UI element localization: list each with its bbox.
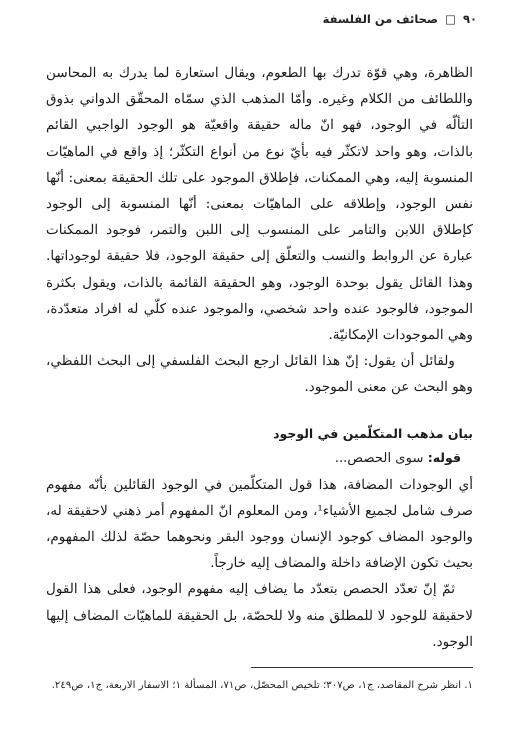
- quote-label: قوله:: [427, 449, 461, 465]
- body-text: [46, 60, 473, 655]
- page-number: ٩٠: [462, 12, 477, 26]
- book-title: صحائف من الفلسفة: [322, 12, 439, 26]
- section-gap: [46, 401, 473, 423]
- quote-line: [46, 445, 473, 472]
- quote-text: سوى الحصص...: [334, 450, 424, 466]
- footnote: ١. انظر شرح المقاصد، ج١، ص٣٠٧؛ تلخيص المحصّل، ص٧١، المسألة ١؛ الاسفار الاربعة، ج١، ص٢٤٩.: [51, 680, 473, 691]
- running-header: [40, 12, 477, 26]
- footnote-rule: [251, 667, 473, 668]
- paragraph-3: أي الوجودات المضافة، هذا قول المتكلّمين في الوجود القائلين بأنّه مفهوم صرف شامل لجميع الأشياء¹، ومن المعلوم انّ المفهوم أمر ذهني لاحقيقة له، والوجود المضاف كوجود الإنسان ووجود البقر ونحوهما حصّة لذلك المفهوم، بحيث تكون الإضافة داخلة والمضاف إليه خارجاً.: [46, 476, 474, 572]
- header-separator: □: [445, 12, 456, 26]
- paragraph-4: ثمّ إنّ تعدّد الحصص بتعدّد ما يضاف إليه مفهوم الوجود، فعلى هذا القول لاحقيقة للوجود لا للمطلق منه ولا للحصّة، بل الحقيقة للماهيّات المضاف إليها الوجود.: [46, 581, 473, 650]
- paragraph-2: ولقائل أن يقول: إنّ هذا القائل ارجع البحث الفلسفي إلى البحث اللفظي، وهو البحث عن معنى الموجود.: [46, 353, 473, 396]
- paragraph-1: الظاهرة، وهي قوّة تدرك بها الطعوم، ويقال استعارة لما يدرك به المحاسن واللطائف من الكلام وغيره. وأمّا المذهب الذي سمّاه المحقّق الدواني بذوق التألّه في الوجود، فهو انّ ماله حقيقة واقعيّة هو الوجود الواجبي القائم بالذات، وهو واحد لاتكثّر فيه بأيّ نوع من أنواع التكثّر؛ إذ واقع في الماهيّات المنسوبة إليه، وهي الممكنات، فإطلاق الموجود على تلك الحقيقة بمعنى: أنّها نفس الوجود، وإطلاقه على الماهيّات بمعنى: أنّها المنسوبة إلى الوجود كإطلاق اللابن والتامر على المنسوب إلى اللبن والتمر، فوجود الممكنات عبارة عن الروابط والنسب والتعلّق إلى حقيقة الوجود، فلا حقيقة لوجوداتها. وهذا القائل يقول بوحدة الوجود، وهو الحقيقة القائمة بالذات، ويقول بكثرة الموجود، فالوجود عنده واحد شخصي، والموجود عنده كلّي له افراد متعدّدة، وهي الموجودات الإمكانيّة.: [46, 65, 473, 344]
- section-heading: بيان مذهب المتكلّمين في الوجود: [273, 425, 473, 441]
